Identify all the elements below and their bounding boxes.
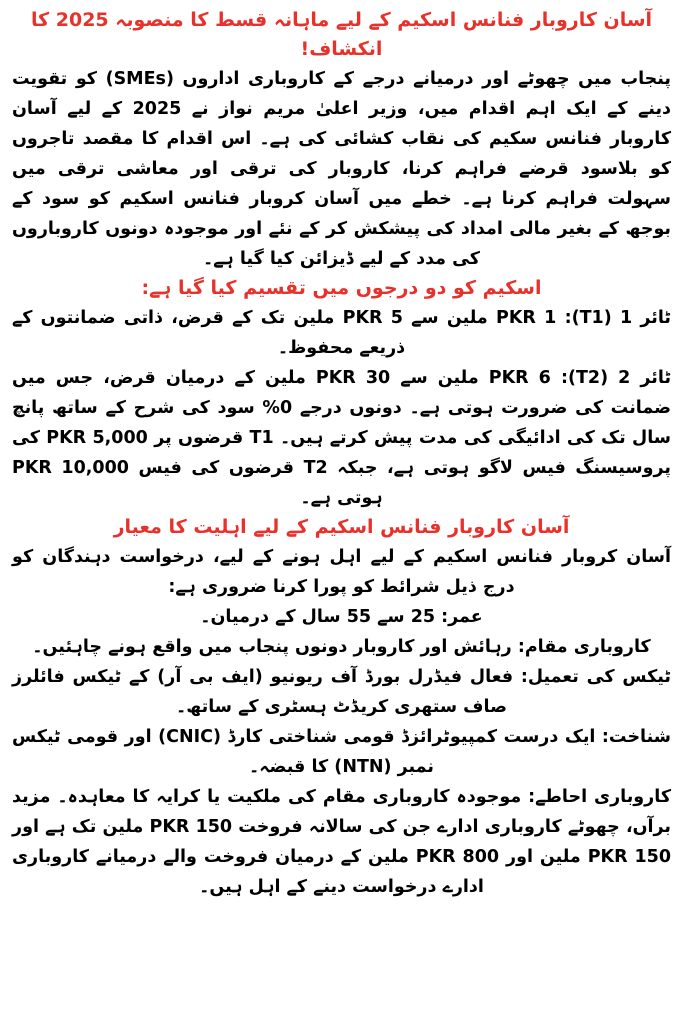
criterion-identity: شناخت: ایک درست کمپیوٹرائزڈ قومی شناختی کارڈ (CNIC) اور قومی ٹیکس نمبر (NTN) کا قبضہ۔ xyxy=(12,727,671,777)
tier1-paragraph: ٹائر 1 (T1): PKR 1 ملین سے PKR 5 ملین تک کے قرض، ذاتی ضمانتوں کے ذریعے محفوظ۔ xyxy=(12,308,671,358)
criterion-age: عمر: 25 سے 55 سال کے درمیان۔ xyxy=(200,607,483,627)
eligibility-heading: آسان کاروبار فنانس اسکیم کے لیے اہلیت کا معیار xyxy=(113,516,570,538)
criterion-location: کاروباری مقام: رہائش اور کاروبار دونوں پنجاب میں واقع ہونے چاہئیں۔ xyxy=(32,637,651,657)
criterion-premises: کاروباری احاطے: موجودہ کاروباری مقام کی ملکیت یا کرایہ کا معاہدہ۔ مزید برآں، چھوٹے کاروباری ادارے جن کی سالانہ فروخت PKR 150 ملین تک ہے اور PKR 150 ملین اور PKR 800 ملین کے درمیان فروخت والے درمیانے کاروباری ادارے درخواست دینے کے اہل ہیں۔ xyxy=(12,787,672,897)
criterion-tax: ٹیکس کی تعمیل: فعال فیڈرل بورڈ آف ریونیو (ایف بی آر) کے ٹیکس فائلرز صاف ستھری کریڈٹ ہسٹری کے ساتھ۔ xyxy=(12,667,671,717)
intro-paragraph: پنجاب میں چھوٹے اور درمیانے درجے کے کاروباری اداروں (SMEs) کو تقویت دینے کے ایک اہم اقدام میں، وزیر اعلیٰ مریم نواز نے 2025 کے لیے آسان کاروبار فنانس سکیم کی نقاب کشائی کی ہے۔ اس اقدام کا مقصد تاجروں کو بلاسود قرضے فراہم کرنا، کاروبار کی ترقی اور معاشی ترقی میں سہولت فراہم کرنا ہے۔ خطے میں آسان کروبار فنانس اسکیم کو سود کے بوجھ کے بغیر مالی امداد کی پیشکش کر کے نئے اور موجودہ دونوں کاروباروں کی مدد کے لیے ڈیزائن کیا گیا ہے۔ xyxy=(12,69,671,269)
article-title: آسان کاروبار فنانس اسکیم کے لیے ماہانہ قسط کا منصوبہ 2025 کا انکشاف! xyxy=(30,9,653,60)
eligibility-intro: آسان کروبار فنانس اسکیم کے لیے اہل ہونے کے لیے، درخواست دہندگان کو درج ذیل شرائط کو پورا کرنا ضروری ہے: xyxy=(12,547,671,597)
tier2-paragraph: ٹائر 2 (T2): PKR 6 ملین سے PKR 30 ملین کے درمیان قرض، جس میں ضمانت کی ضرورت ہوتی ہے۔ دونوں درجے 0% سود کی شرح کے ساتھ پانچ سال تک کی ادائیگی کی مدت پیش کرتے ہیں۔ T1 قرضوں پر PKR 5,000 کی پروسیسنگ فیس لاگو ہوتی ہے، جبکہ T2 قرضوں کی فیس PKR 10,000 ہوتی ہے۔ xyxy=(12,368,672,508)
tiers-heading: اسکیم کو دو درجوں میں تقسیم کیا گیا ہے: xyxy=(141,277,542,299)
